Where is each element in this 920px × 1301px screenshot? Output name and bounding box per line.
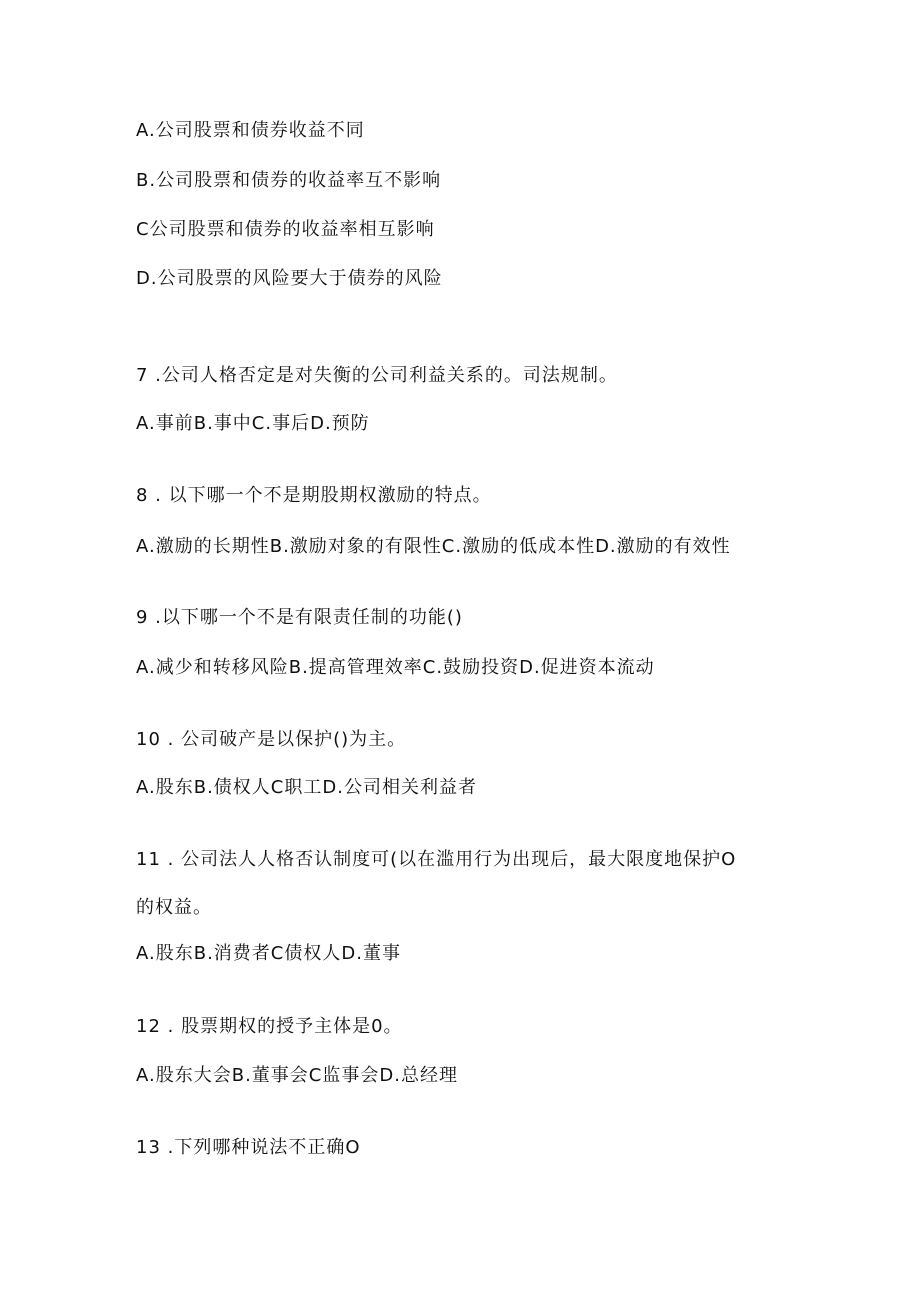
option-c-q6: C公司股票和债券的收益率相互影响 xyxy=(136,219,435,240)
options-q7: A.事前B.事中C.事后D.预防 xyxy=(136,413,370,434)
options-q11: A.股东B.消费者C债权人D.董事 xyxy=(136,943,401,964)
options-q9: A.减少和转移风险B.提高管理效率C.鼓励投资D.促进资本流动 xyxy=(136,657,655,678)
question-10: 10 . 公司破产是以保护()为主。 xyxy=(136,729,407,750)
question-13: 13 .下列哪种说法不正确O xyxy=(136,1137,361,1158)
options-q10: A.股东B.债权人C职工D.公司相关利益者 xyxy=(136,777,477,798)
question-7: 7 .公司人格否定是对失衡的公司利益关系的。司法规制。 xyxy=(136,365,618,386)
option-b-q6: B.公司股票和债券的收益率互不影响 xyxy=(136,170,442,191)
option-d-q6: D.公司股票的风险要大于债券的风险 xyxy=(136,268,443,289)
question-8: 8 . 以下哪一个不是期股期权激励的特点。 xyxy=(136,485,492,506)
question-11-continued: 的权益。 xyxy=(136,897,212,918)
question-12: 12 . 股票期权的授予主体是0。 xyxy=(136,1016,403,1037)
question-9: 9 .以下哪一个不是有限责任制的功能() xyxy=(136,607,463,628)
options-q12: A.股东大会B.董事会C监事会D.总经理 xyxy=(136,1065,458,1086)
option-a-q6: A.公司股票和债券收益不同 xyxy=(136,120,365,141)
options-q8: A.激励的长期性B.激励对象的有限性C.激励的低成本性D.激励的有效性 xyxy=(136,536,731,557)
question-11: 11 . 公司法人人格否认制度可(以在滥用行为出现后，最大限度地保护O xyxy=(136,849,737,870)
